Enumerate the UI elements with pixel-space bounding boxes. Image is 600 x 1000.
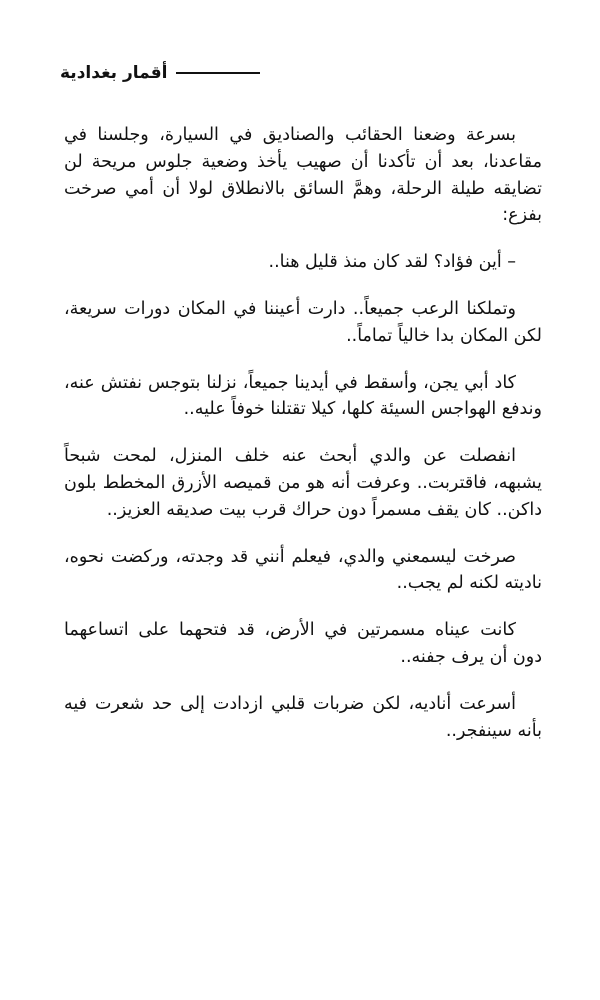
paragraph-6: صرخت ليسمعني والدي، فيعلم أنني قد وجدته، وركضت نحوه، ناديته لكنه لم يجب.. <box>64 546 542 594</box>
book-title: أقمار بغدادية <box>60 63 168 83</box>
paragraph-4: كاد أبي يجن، وأسقط في أيدينا جميعاً، نزلنا بتوجس نفتش عنه، وندفع الهواجس السيئة كلها، كيلا تقتلنا خوفاً عليه.. <box>64 372 542 420</box>
running-header <box>60 58 260 88</box>
paragraph-3: وتملكنا الرعب جميعاً.. دارت أعيننا في المكان دورات سريعة، لكن المكان بدا خالياً تماماً.. <box>64 298 542 346</box>
paragraph-2-dialogue: – أين فؤاد؟ لقد كان منذ قليل هنا.. <box>268 252 516 273</box>
paragraph-5: انفصلت عن والدي أبحث عنه خلف المنزل، لمحت شبحاً يشبهه، فاقتربت.. وعرفت أنه هو من قميصه الأزرق المخطط بلون داكن.. كان يقف مسمراً دون حراك قرب بيت صديقه العزيز.. <box>64 446 542 520</box>
paragraph-7: كانت عيناه مسمرتين في الأرض، قد فتحهما على اتساعهما دون أن يرف جفنه.. <box>64 620 542 667</box>
body-text <box>64 122 542 764</box>
paragraph-1: بسرعة وضعنا الحقائب والصناديق في السيارة، وجلسنا في مقاعدنا، بعد أن تأكدنا أن صهيب يأخذ وضعية جلوس مريحة لن تضايقه طيلة الرحلة، وهمَّ السائق بالانطلاق لولا أن أمي صرخت بفزع: <box>64 125 542 226</box>
header-rule <box>176 72 261 74</box>
paragraph-8: أسرعت أناديه، لكن ضربات قلبي ازدادت إلى حد شعرت فيه بأنه سينفجر.. <box>64 693 542 741</box>
